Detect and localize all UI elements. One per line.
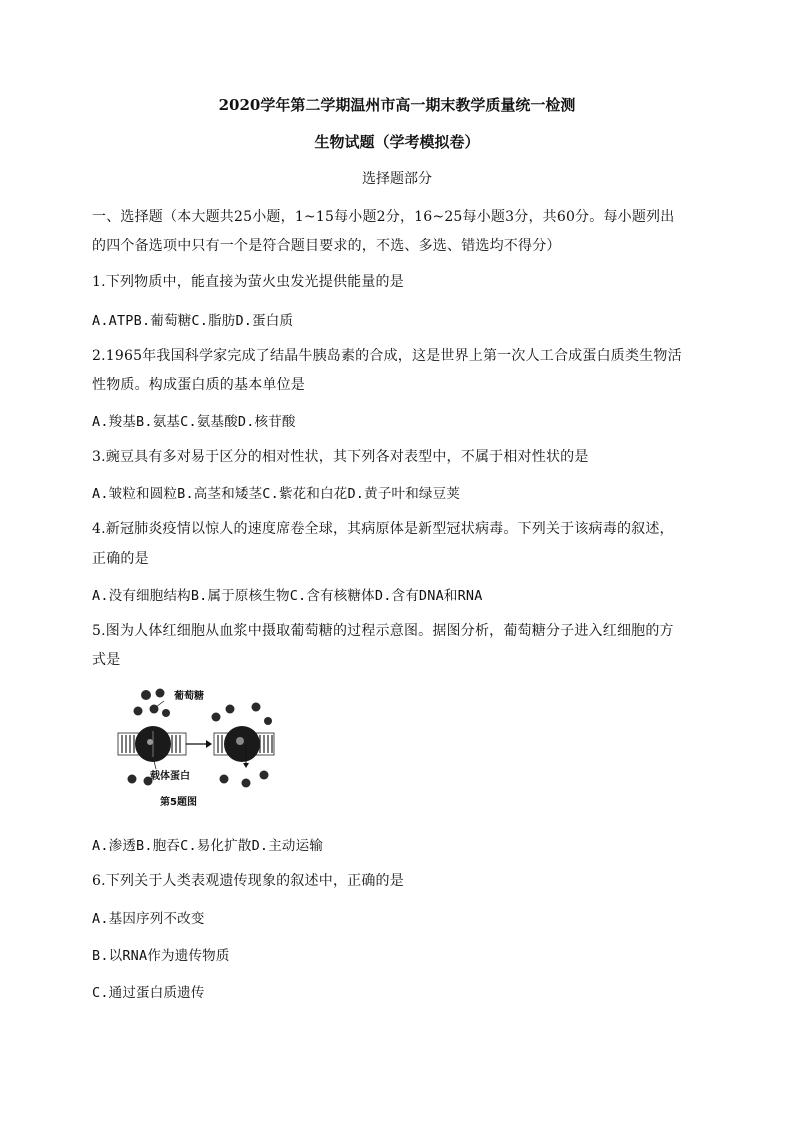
figure-label-glucose: 葡萄糖 [174, 691, 204, 702]
question-6-option-c: C.通过蛋白质遗传 [92, 985, 205, 1001]
question-5-stem-line-2: 式是 [92, 652, 121, 668]
question-5-figure [116, 683, 276, 813]
question-5-options: A.渗透B.胞吞C.易化扩散D.主动运输 [92, 838, 324, 854]
question-3-options: A.皱粒和圆粒B.高茎和矮茎C.紫花和白花D.黄子叶和绿豆荚 [92, 486, 461, 502]
question-2-stem-line-1: 2.1965年我国科学家完成了结晶牛胰岛素的合成，这是世界上第一次人工合成蛋白质类生物活 [92, 348, 682, 364]
section-heading: 选择题部分 [362, 171, 432, 187]
question-3-stem: 3.豌豆具有多对易于区分的相对性状，其下列各对表型中，不属于相对性状的是 [92, 449, 589, 465]
question-4-stem-line-2: 正确的是 [92, 551, 149, 567]
question-2-options: A.羧基B.氨基C.氨基酸D.核苷酸 [92, 414, 296, 430]
question-4-options: A.没有细胞结构B.属于原核生物C.含有核糖体D.含有DNA和RNA [92, 588, 483, 604]
question-5-stem-line-1: 5.图为人体红细胞从血浆中摄取葡萄糖的过程示意图。据图分析，葡萄糖分子进入红细胞的方 [92, 623, 674, 639]
question-4-stem-line-1: 4.新冠肺炎疫情以惊人的速度席卷全球，其病原体是新型冠状病毒。下列关于该病毒的叙述， [92, 521, 674, 537]
question-1-stem: 1.下列物质中，能直接为萤火虫发光提供能量的是 [92, 274, 404, 290]
instructions-line-1: 一、选择题（本大题共25小题，1~15每小题2分，16~25每小题3分，共60分。每小题列出 [92, 209, 675, 225]
figure-label-carrier: 载体蛋白 [150, 771, 190, 782]
question-6-stem: 6.下列关于人类表观遗传现象的叙述中，正确的是 [92, 873, 404, 889]
exam-title: 2020学年第二学期温州市高一期末教学质量统一检测 [218, 96, 576, 114]
arrow-head-icon [206, 740, 212, 748]
question-2-stem-line-2: 性物质。构成蛋白质的基本单位是 [92, 377, 305, 393]
exam-subtitle: 生物试题（学考模拟卷） [314, 133, 480, 151]
question-6-option-a: A.基因序列不改变 [92, 911, 205, 927]
instructions-line-2: 的四个备选项中只有一个是符合题目要求的，不选、多选、错选均不得分） [92, 238, 561, 254]
figure-caption: 第5题图 [160, 797, 197, 808]
question-1-options: A.ATPB.葡萄糖C.脂肪D.蛋白质 [92, 313, 294, 329]
question-6-option-b: B.以RNA作为遗传物质 [92, 948, 230, 964]
